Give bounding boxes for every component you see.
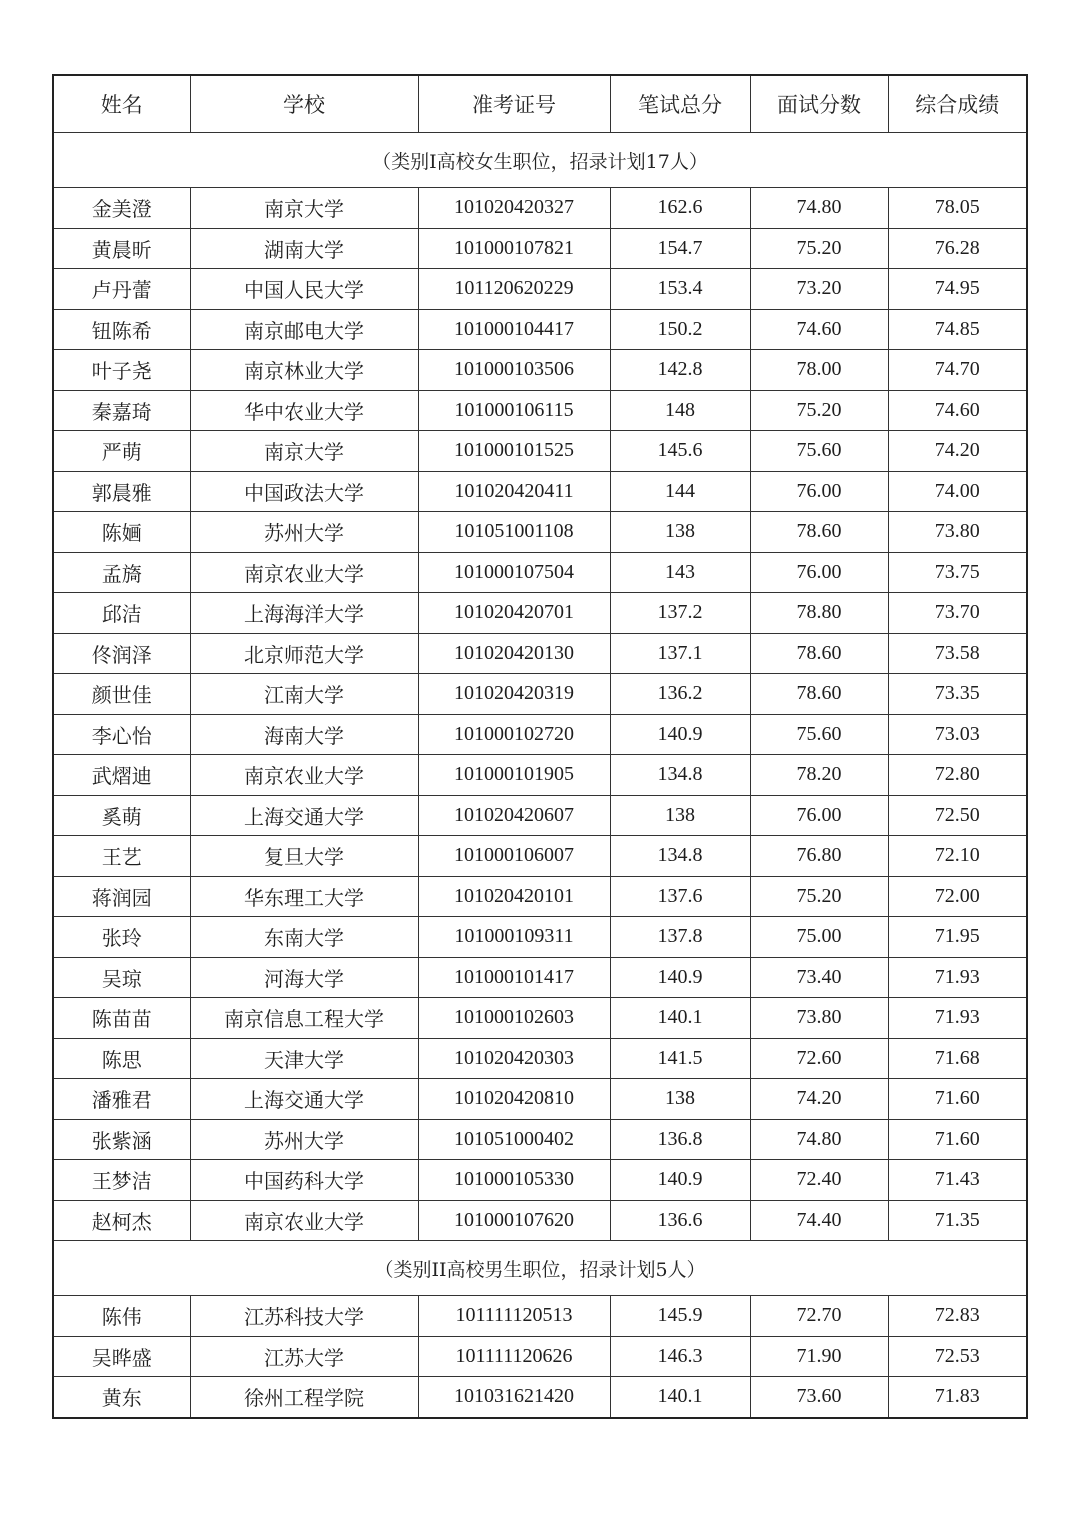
cell-total-score: 71.95 — [888, 917, 1027, 958]
cell-total-score: 72.83 — [888, 1296, 1027, 1337]
section-title-row — [53, 133, 1027, 188]
cell-written-score: 143 — [610, 552, 750, 593]
cell-written-score: 146.3 — [610, 1336, 750, 1377]
table-row — [53, 1160, 1027, 1201]
cell-school: 华东理工大学 — [190, 876, 418, 917]
cell-name: 潘雅君 — [53, 1079, 190, 1120]
table-header — [53, 75, 1027, 133]
cell-name: 赵柯杰 — [53, 1200, 190, 1241]
cell-written-score: 140.9 — [610, 1160, 750, 1201]
cell-interview-score: 74.40 — [750, 1200, 888, 1241]
cell-name: 金美澄 — [53, 188, 190, 229]
table-row — [53, 350, 1027, 391]
table-row — [53, 431, 1027, 472]
cell-exam-id: 101000105330 — [418, 1160, 610, 1201]
cell-total-score: 74.85 — [888, 309, 1027, 350]
cell-exam-id: 101000107504 — [418, 552, 610, 593]
cell-total-score: 71.93 — [888, 998, 1027, 1039]
cell-exam-id: 101020420607 — [418, 795, 610, 836]
cell-interview-score: 78.00 — [750, 350, 888, 391]
cell-name: 黄晨昕 — [53, 228, 190, 269]
section-title: （类别II高校男生职位，招录计划5人） — [53, 1241, 1027, 1296]
cell-name: 武熠迪 — [53, 755, 190, 796]
table-row — [53, 269, 1027, 310]
table-row — [53, 188, 1027, 229]
cell-interview-score: 78.80 — [750, 593, 888, 634]
cell-written-score: 138 — [610, 1079, 750, 1120]
table-row — [53, 633, 1027, 674]
cell-school: 北京师范大学 — [190, 633, 418, 674]
cell-exam-id: 101020420701 — [418, 593, 610, 634]
cell-total-score: 72.00 — [888, 876, 1027, 917]
cell-name: 孟旖 — [53, 552, 190, 593]
cell-interview-score: 78.60 — [750, 674, 888, 715]
table-row — [53, 1038, 1027, 1079]
table-row — [53, 1377, 1027, 1418]
table-row — [53, 917, 1027, 958]
cell-written-score: 141.5 — [610, 1038, 750, 1079]
cell-name: 吴晔盛 — [53, 1336, 190, 1377]
cell-exam-id: 101020420319 — [418, 674, 610, 715]
cell-exam-id: 101020420130 — [418, 633, 610, 674]
cell-interview-score: 73.60 — [750, 1377, 888, 1418]
header-exam-id: 准考证号 — [418, 75, 610, 133]
cell-total-score: 71.68 — [888, 1038, 1027, 1079]
score-table-sheet — [52, 74, 1026, 1419]
cell-interview-score: 76.00 — [750, 552, 888, 593]
cell-school: 南京农业大学 — [190, 1200, 418, 1241]
cell-interview-score: 76.00 — [750, 795, 888, 836]
cell-interview-score: 72.40 — [750, 1160, 888, 1201]
cell-exam-id: 101000109311 — [418, 917, 610, 958]
cell-exam-id: 101000107821 — [418, 228, 610, 269]
cell-written-score: 140.1 — [610, 998, 750, 1039]
cell-school: 华中农业大学 — [190, 390, 418, 431]
cell-school: 中国人民大学 — [190, 269, 418, 310]
header-written-score: 笔试总分 — [610, 75, 750, 133]
cell-exam-id: 101120620229 — [418, 269, 610, 310]
cell-name: 李心怡 — [53, 714, 190, 755]
cell-total-score: 72.53 — [888, 1336, 1027, 1377]
table-row — [53, 836, 1027, 877]
cell-name: 郭晨雅 — [53, 471, 190, 512]
section-title: （类别I高校女生职位，招录计划17人） — [53, 133, 1027, 188]
cell-exam-id: 101000107620 — [418, 1200, 610, 1241]
table-row — [53, 755, 1027, 796]
cell-total-score: 78.05 — [888, 188, 1027, 229]
cell-written-score: 142.8 — [610, 350, 750, 391]
cell-total-score: 71.60 — [888, 1119, 1027, 1160]
table-row — [53, 471, 1027, 512]
cell-exam-id: 101000104417 — [418, 309, 610, 350]
cell-interview-score: 75.60 — [750, 431, 888, 472]
cell-interview-score: 75.00 — [750, 917, 888, 958]
header-interview-score: 面试分数 — [750, 75, 888, 133]
cell-name: 王艺 — [53, 836, 190, 877]
cell-interview-score: 75.20 — [750, 390, 888, 431]
table-row — [53, 1119, 1027, 1160]
cell-name: 叶子尧 — [53, 350, 190, 391]
cell-interview-score: 74.60 — [750, 309, 888, 350]
cell-name: 陈苗苗 — [53, 998, 190, 1039]
cell-total-score: 71.43 — [888, 1160, 1027, 1201]
cell-exam-id: 101000102603 — [418, 998, 610, 1039]
header-row — [53, 75, 1027, 133]
cell-interview-score: 74.80 — [750, 1119, 888, 1160]
cell-school: 南京信息工程大学 — [190, 998, 418, 1039]
cell-written-score: 150.2 — [610, 309, 750, 350]
cell-name: 王梦洁 — [53, 1160, 190, 1201]
cell-name: 卢丹蕾 — [53, 269, 190, 310]
cell-written-score: 136.2 — [610, 674, 750, 715]
cell-name: 陈婳 — [53, 512, 190, 553]
cell-exam-id: 101020420411 — [418, 471, 610, 512]
cell-school: 江南大学 — [190, 674, 418, 715]
cell-written-score: 144 — [610, 471, 750, 512]
cell-written-score: 137.6 — [610, 876, 750, 917]
cell-school: 海南大学 — [190, 714, 418, 755]
cell-school: 南京农业大学 — [190, 552, 418, 593]
table-row — [53, 593, 1027, 634]
cell-school: 江苏大学 — [190, 1336, 418, 1377]
cell-total-score: 72.80 — [888, 755, 1027, 796]
cell-name: 张紫涵 — [53, 1119, 190, 1160]
cell-written-score: 136.6 — [610, 1200, 750, 1241]
cell-total-score: 73.75 — [888, 552, 1027, 593]
cell-exam-id: 101000103506 — [418, 350, 610, 391]
table-row — [53, 1200, 1027, 1241]
cell-total-score: 72.50 — [888, 795, 1027, 836]
cell-exam-id: 101031621420 — [418, 1377, 610, 1418]
cell-school: 南京林业大学 — [190, 350, 418, 391]
cell-total-score: 71.35 — [888, 1200, 1027, 1241]
cell-school: 上海交通大学 — [190, 1079, 418, 1120]
cell-exam-id: 101000106007 — [418, 836, 610, 877]
table-row — [53, 714, 1027, 755]
cell-school: 中国政法大学 — [190, 471, 418, 512]
table-row — [53, 228, 1027, 269]
cell-school: 徐州工程学院 — [190, 1377, 418, 1418]
cell-written-score: 145.9 — [610, 1296, 750, 1337]
cell-exam-id: 101000101525 — [418, 431, 610, 472]
cell-name: 陈伟 — [53, 1296, 190, 1337]
cell-interview-score: 78.60 — [750, 633, 888, 674]
cell-total-score: 72.10 — [888, 836, 1027, 877]
cell-written-score: 137.1 — [610, 633, 750, 674]
cell-interview-score: 76.00 — [750, 471, 888, 512]
cell-exam-id: 101000101417 — [418, 957, 610, 998]
cell-exam-id: 101051001108 — [418, 512, 610, 553]
table-row — [53, 998, 1027, 1039]
cell-total-score: 73.58 — [888, 633, 1027, 674]
cell-total-score: 73.35 — [888, 674, 1027, 715]
cell-interview-score: 73.40 — [750, 957, 888, 998]
cell-name: 蒋润园 — [53, 876, 190, 917]
cell-interview-score: 74.20 — [750, 1079, 888, 1120]
cell-written-score: 140.9 — [610, 957, 750, 998]
cell-school: 南京大学 — [190, 431, 418, 472]
cell-school: 东南大学 — [190, 917, 418, 958]
cell-written-score: 134.8 — [610, 836, 750, 877]
cell-total-score: 73.70 — [888, 593, 1027, 634]
table-row — [53, 1336, 1027, 1377]
cell-school: 南京农业大学 — [190, 755, 418, 796]
cell-total-score: 71.83 — [888, 1377, 1027, 1418]
cell-total-score: 74.20 — [888, 431, 1027, 472]
cell-written-score: 162.6 — [610, 188, 750, 229]
cell-exam-id: 101020420810 — [418, 1079, 610, 1120]
cell-written-score: 148 — [610, 390, 750, 431]
cell-written-score: 140.9 — [610, 714, 750, 755]
cell-school: 南京大学 — [190, 188, 418, 229]
cell-written-score: 145.6 — [610, 431, 750, 472]
cell-interview-score: 78.20 — [750, 755, 888, 796]
cell-written-score: 137.8 — [610, 917, 750, 958]
cell-school: 江苏科技大学 — [190, 1296, 418, 1337]
cell-name: 邱洁 — [53, 593, 190, 634]
score-table — [52, 74, 1028, 1419]
cell-interview-score: 78.60 — [750, 512, 888, 553]
cell-interview-score: 72.60 — [750, 1038, 888, 1079]
table-row — [53, 552, 1027, 593]
cell-school: 上海海洋大学 — [190, 593, 418, 634]
table-row — [53, 795, 1027, 836]
cell-exam-id: 101111120513 — [418, 1296, 610, 1337]
cell-name: 佟润泽 — [53, 633, 190, 674]
cell-total-score: 73.80 — [888, 512, 1027, 553]
cell-written-score: 138 — [610, 795, 750, 836]
cell-interview-score: 75.20 — [750, 876, 888, 917]
cell-exam-id: 101020420101 — [418, 876, 610, 917]
table-row — [53, 309, 1027, 350]
cell-interview-score: 75.60 — [750, 714, 888, 755]
cell-exam-id: 101000102720 — [418, 714, 610, 755]
cell-exam-id: 101111120626 — [418, 1336, 610, 1377]
cell-total-score: 74.95 — [888, 269, 1027, 310]
cell-name: 颜世佳 — [53, 674, 190, 715]
cell-name: 张玲 — [53, 917, 190, 958]
cell-written-score: 154.7 — [610, 228, 750, 269]
cell-total-score: 74.70 — [888, 350, 1027, 391]
cell-interview-score: 76.80 — [750, 836, 888, 877]
cell-total-score: 76.28 — [888, 228, 1027, 269]
cell-school: 河海大学 — [190, 957, 418, 998]
cell-total-score: 74.00 — [888, 471, 1027, 512]
cell-name: 陈思 — [53, 1038, 190, 1079]
cell-written-score: 137.2 — [610, 593, 750, 634]
cell-name: 秦嘉琦 — [53, 390, 190, 431]
table-row — [53, 1296, 1027, 1337]
cell-name: 黄东 — [53, 1377, 190, 1418]
cell-school: 中国药科大学 — [190, 1160, 418, 1201]
cell-exam-id: 101020420303 — [418, 1038, 610, 1079]
table-row — [53, 876, 1027, 917]
cell-name: 奚萌 — [53, 795, 190, 836]
cell-exam-id: 101000106115 — [418, 390, 610, 431]
cell-written-score: 136.8 — [610, 1119, 750, 1160]
cell-school: 复旦大学 — [190, 836, 418, 877]
table-row — [53, 674, 1027, 715]
table-row — [53, 512, 1027, 553]
header-name: 姓名 — [53, 75, 190, 133]
cell-interview-score: 72.70 — [750, 1296, 888, 1337]
cell-exam-id: 101051000402 — [418, 1119, 610, 1160]
header-total-score: 综合成绩 — [888, 75, 1027, 133]
cell-school: 苏州大学 — [190, 1119, 418, 1160]
cell-written-score: 153.4 — [610, 269, 750, 310]
cell-name: 吴琼 — [53, 957, 190, 998]
header-school: 学校 — [190, 75, 418, 133]
cell-interview-score: 74.80 — [750, 188, 888, 229]
cell-total-score: 73.03 — [888, 714, 1027, 755]
cell-interview-score: 71.90 — [750, 1336, 888, 1377]
section-title-row — [53, 1241, 1027, 1296]
cell-exam-id: 101000101905 — [418, 755, 610, 796]
table-row — [53, 1079, 1027, 1120]
cell-school: 天津大学 — [190, 1038, 418, 1079]
cell-name: 钮陈希 — [53, 309, 190, 350]
cell-interview-score: 73.20 — [750, 269, 888, 310]
cell-total-score: 71.60 — [888, 1079, 1027, 1120]
cell-school: 湖南大学 — [190, 228, 418, 269]
cell-interview-score: 75.20 — [750, 228, 888, 269]
table-body — [53, 133, 1027, 1418]
cell-name: 严萌 — [53, 431, 190, 472]
cell-total-score: 71.93 — [888, 957, 1027, 998]
cell-written-score: 134.8 — [610, 755, 750, 796]
cell-exam-id: 101020420327 — [418, 188, 610, 229]
cell-school: 上海交通大学 — [190, 795, 418, 836]
cell-total-score: 74.60 — [888, 390, 1027, 431]
cell-school: 苏州大学 — [190, 512, 418, 553]
table-row — [53, 957, 1027, 998]
cell-school: 南京邮电大学 — [190, 309, 418, 350]
cell-written-score: 140.1 — [610, 1377, 750, 1418]
table-row — [53, 390, 1027, 431]
cell-written-score: 138 — [610, 512, 750, 553]
cell-interview-score: 73.80 — [750, 998, 888, 1039]
